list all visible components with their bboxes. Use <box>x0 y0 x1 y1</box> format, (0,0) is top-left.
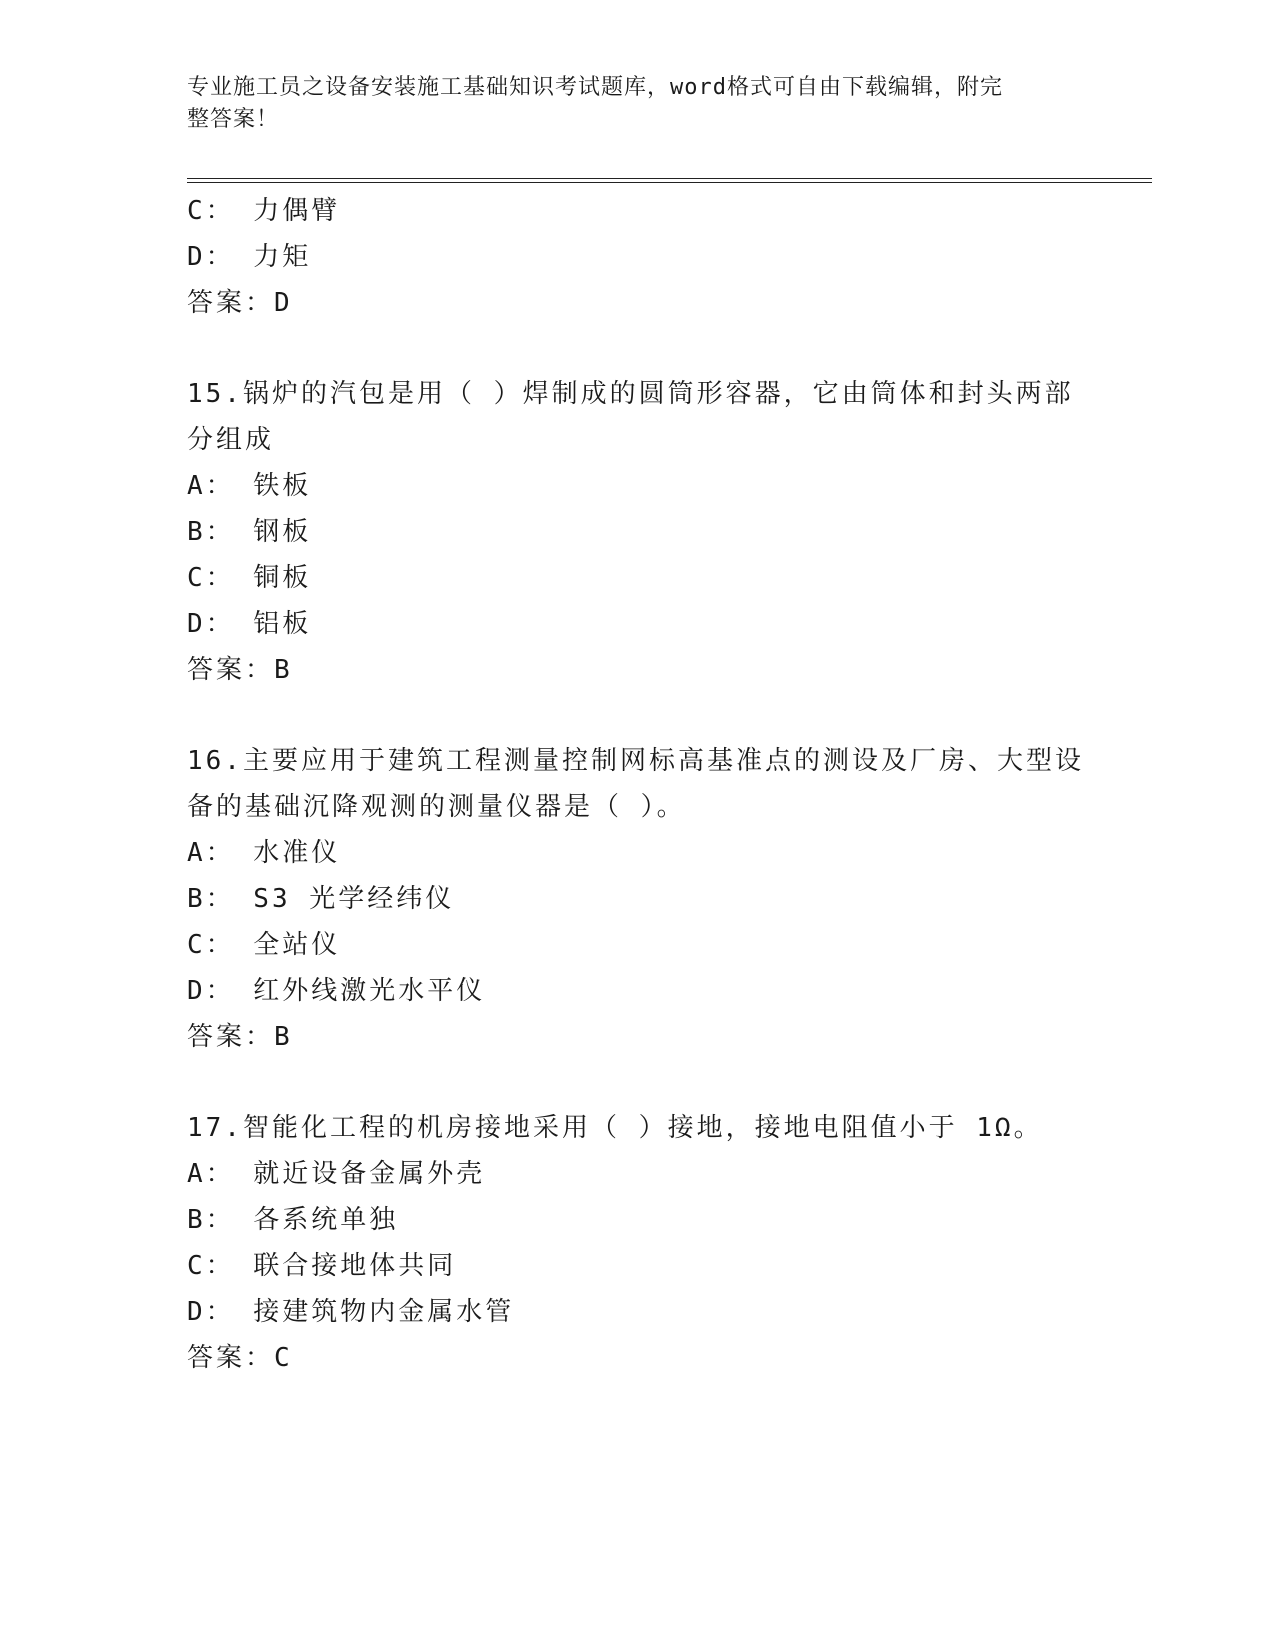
spacer <box>187 1060 1087 1105</box>
question-15 <box>187 371 1087 693</box>
question-content <box>187 188 1087 1381</box>
header-line-1: 专业施工员之设备安装施工基础知识考试题库，word格式可自由下载编辑，附完 <box>187 75 1003 100</box>
option-c: C： 铜板 <box>187 563 312 593</box>
answer-line: 答案：D <box>187 288 293 318</box>
header-divider-bottom <box>187 182 1152 183</box>
answer-line: 答案：B <box>187 655 293 685</box>
spacer <box>187 326 1087 371</box>
question-16 <box>187 738 1087 1060</box>
option-d: D： 力矩 <box>187 242 312 272</box>
question-stem-line: 16.主要应用于建筑工程测量控制网标高基准点的测设及厂房、大型设 <box>187 746 1084 776</box>
option-c: C： 力偶臂 <box>187 196 341 226</box>
option-b: B： 钢板 <box>187 517 312 547</box>
spacer <box>187 693 1087 738</box>
option-c: C： 联合接地体共同 <box>187 1251 457 1281</box>
question-fragment <box>187 188 1087 326</box>
option-a: A： 就近设备金属外壳 <box>187 1159 486 1189</box>
question-stem-line: 分组成 <box>187 425 275 455</box>
question-17 <box>187 1105 1087 1381</box>
document-header <box>187 72 1087 136</box>
option-d: D： 红外线激光水平仪 <box>187 976 486 1006</box>
option-a: A： 水准仪 <box>187 838 341 868</box>
question-stem-line: 15.锅炉的汽包是用（ ）焊制成的圆筒形容器，它由筒体和封头两部 <box>187 379 1074 409</box>
option-c: C： 全站仪 <box>187 930 341 960</box>
option-b: B： 各系统单独 <box>187 1205 399 1235</box>
option-d: D： 接建筑物内金属水管 <box>187 1297 515 1327</box>
answer-line: 答案：B <box>187 1022 293 1052</box>
option-a: A： 铁板 <box>187 471 312 501</box>
question-stem-line: 备的基础沉降观测的测量仪器是（ ）。 <box>187 792 686 822</box>
option-d: D： 铝板 <box>187 609 312 639</box>
header-divider-top <box>187 178 1152 179</box>
answer-line: 答案：C <box>187 1343 293 1373</box>
option-b: B： S3 光学经纬仪 <box>187 884 455 914</box>
header-line-2: 整答案！ <box>187 107 280 132</box>
question-stem-line: 17.智能化工程的机房接地采用（ ）接地，接地电阻值小于 1Ω。 <box>187 1113 1043 1143</box>
